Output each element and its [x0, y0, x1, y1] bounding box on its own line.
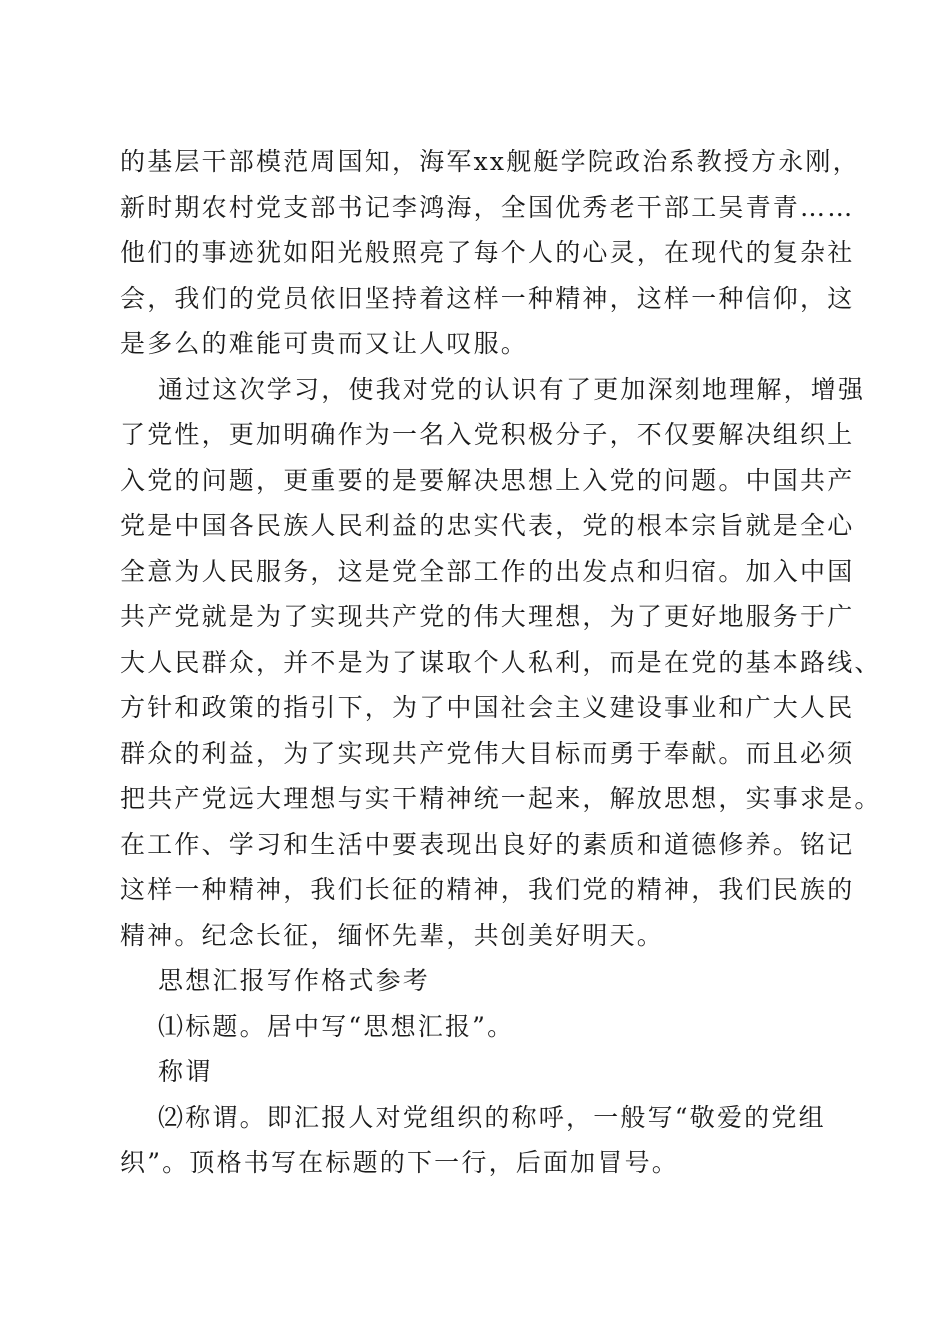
text-line: 方针和政策的指引下，为了中国社会主义建设事业和广大人民 [120, 693, 855, 722]
text-line: ⑵称谓。即汇报人对党组织的称呼，一般写“敬爱的党组 [158, 1103, 826, 1132]
text-line: 共产党就是为了实现共产党的伟大理想，为了更好地服务于广 [120, 602, 855, 631]
text-line: 这样一种精神，我们长征的精神，我们党的精神，我们民族的 [120, 875, 855, 904]
text-line: 会，我们的党员依旧坚持着这样一种精神，这样一种信仰，这 [120, 284, 855, 313]
text-line: 全意为人民服务，这是党全部工作的出发点和归宿。加入中国 [120, 557, 855, 586]
text-line: 党是中国各民族人民利益的忠实代表，党的根本宗旨就是全心 [120, 511, 855, 540]
text-line: 入党的问题，更重要的是要解决思想上入党的问题。中国共产 [120, 466, 855, 495]
text-line: 通过这次学习，使我对党的认识有了更加深刻地理解，增强 [158, 375, 866, 404]
text-line: 新时期农村党支部书记李鸿海，全国优秀老干部工吴青青…… [120, 193, 855, 222]
text-line: 在工作、学习和生活中要表现出良好的素质和道德修养。铭记 [120, 830, 855, 859]
heading-format: 思想汇报写作格式参考 [158, 966, 431, 995]
text-line: 织”。顶格书写在标题的下一行，后面加冒号。 [120, 1148, 679, 1177]
text-line: 他们的事迹犹如阳光般照亮了每个人的心灵，在现代的复杂社 [120, 238, 855, 267]
item-title: ⑴标题。居中写“思想汇报”。 [158, 1012, 515, 1041]
text-line: 大人民群众，并不是为了谋取个人私利，而是在党的基本路线、 [120, 648, 882, 677]
heading-salutation: 称谓 [158, 1057, 213, 1086]
text-line: 精神。纪念长征，缅怀先辈，共创美好明天。 [120, 921, 665, 950]
text-line: 把共产党远大理想与实干精神统一起来，解放思想，实事求是。 [120, 784, 882, 813]
text-line: 的基层干部模范周国知，海军xx舰艇学院政治系教授方永刚， [120, 147, 860, 176]
text-line: 群众的利益，为了实现共产党伟大目标而勇于奉献。而且必须 [120, 739, 855, 768]
text-line: 了党性，更加明确作为一名入党积极分子，不仅要解决组织上 [120, 420, 855, 449]
text-line: 是多么的难能可贵而又让人叹服。 [120, 329, 529, 358]
